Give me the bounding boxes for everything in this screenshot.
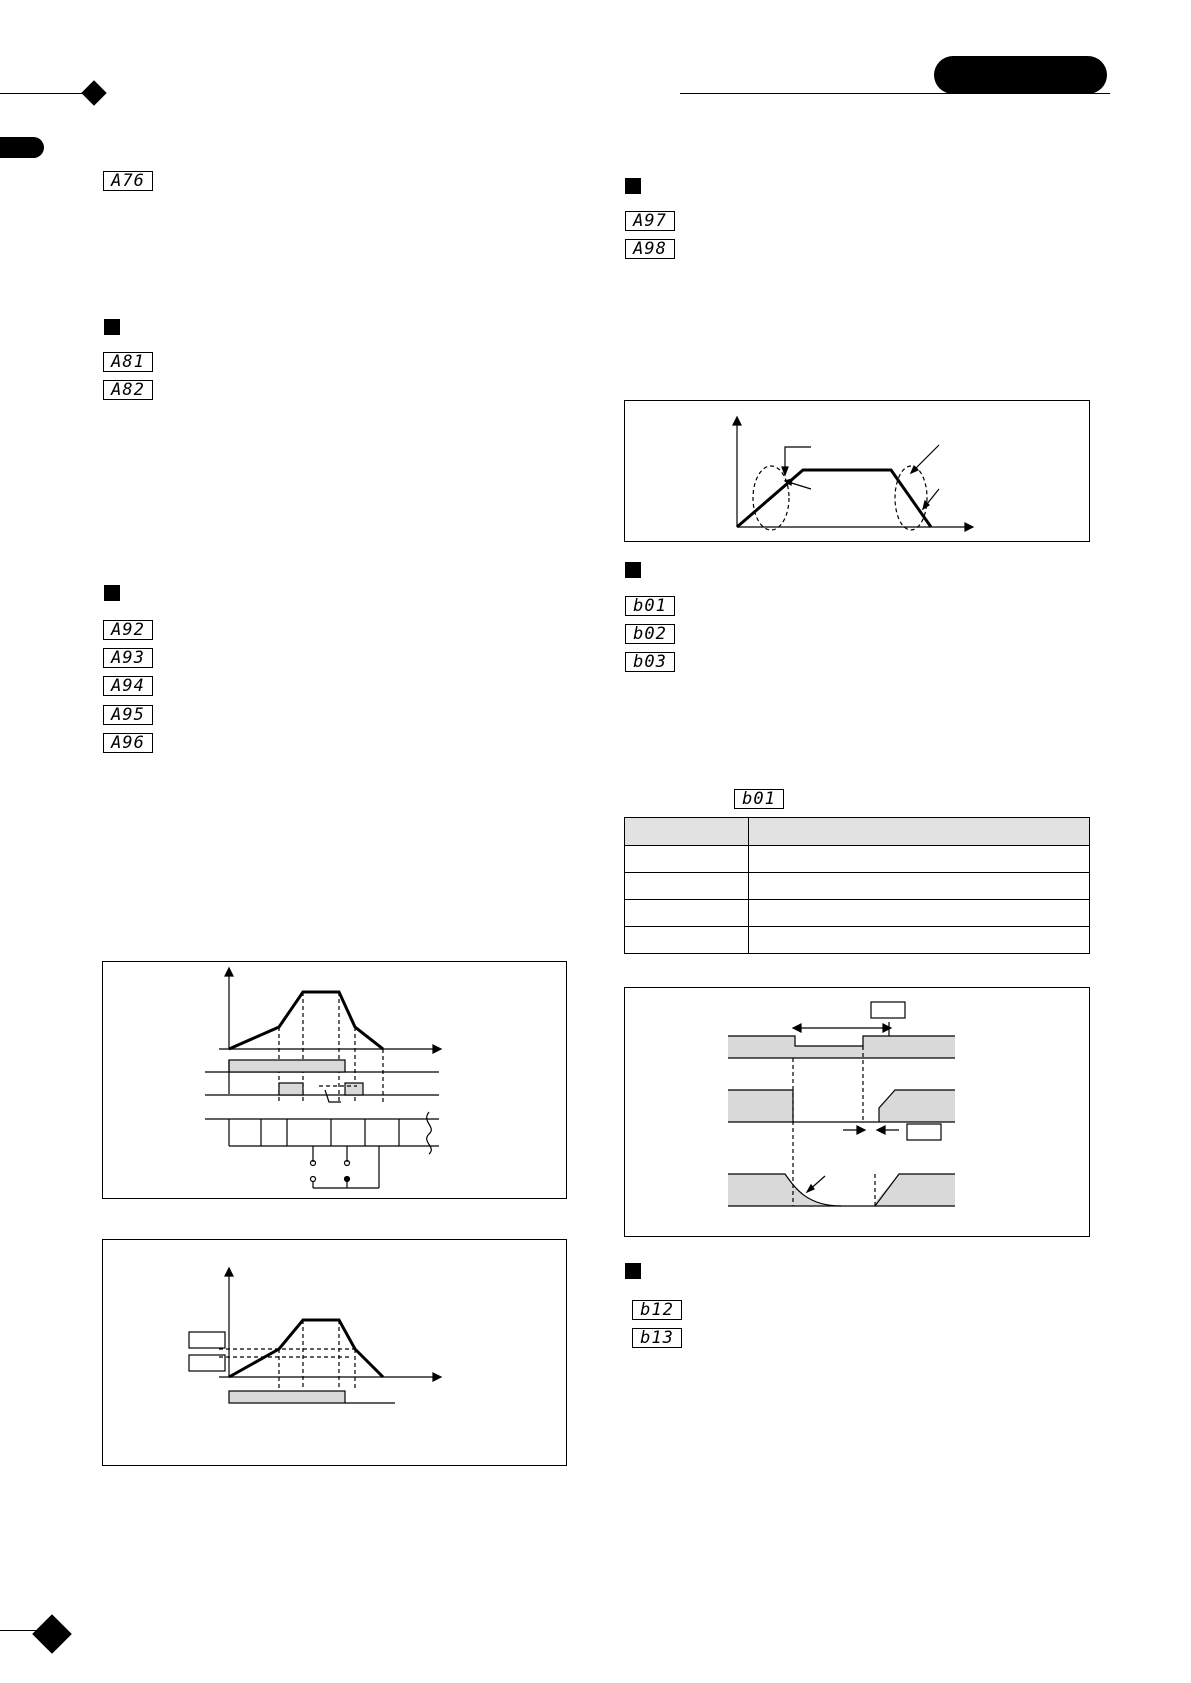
param-code-a81: A81 xyxy=(103,352,153,372)
param-code-a76: A76 xyxy=(103,171,153,191)
restart-mode-table xyxy=(624,817,1090,954)
table-row xyxy=(625,927,1090,954)
table-cell xyxy=(625,900,749,927)
section-bullet-restart xyxy=(625,562,641,578)
param-code-a82: A82 xyxy=(103,380,153,400)
param-code-a96: A96 xyxy=(103,733,153,753)
section-bullet-curve xyxy=(625,178,641,194)
figure-accel2-terminal-drawing xyxy=(103,962,566,1198)
header-diamond-marker xyxy=(81,80,106,105)
param-code-a92: A92 xyxy=(103,620,153,640)
figure-accel2-frequency-drawing xyxy=(103,1240,566,1465)
param-code-a93: A93 xyxy=(103,648,153,668)
param-code-b02: b02 xyxy=(625,624,675,644)
figure-restart-timing-drawing xyxy=(625,988,1089,1236)
figure-accel2-terminal xyxy=(102,961,567,1199)
table-cell xyxy=(749,846,1090,873)
figure-restart-timing xyxy=(624,987,1090,1237)
param-code-a97: A97 xyxy=(625,211,675,231)
table-header-description xyxy=(749,818,1090,846)
table-cell xyxy=(625,873,749,900)
param-code-a94: A94 xyxy=(103,676,153,696)
param-code-a98: A98 xyxy=(625,239,675,259)
param-code-b01: b01 xyxy=(625,596,675,616)
table-cell xyxy=(749,873,1090,900)
figure-accel2-frequency xyxy=(102,1239,567,1466)
param-code-b12: b12 xyxy=(632,1300,682,1320)
table-cell xyxy=(749,927,1090,954)
figure-accel-curve xyxy=(624,400,1090,542)
table-param-code-b01: b01 xyxy=(734,789,784,809)
table-cell xyxy=(625,846,749,873)
param-code-a95: A95 xyxy=(103,705,153,725)
table-row xyxy=(625,900,1090,927)
param-code-b03: b03 xyxy=(625,652,675,672)
table-header-code xyxy=(625,818,749,846)
param-code-b13: b13 xyxy=(632,1328,682,1348)
header-rule-left xyxy=(0,93,92,94)
table-cell xyxy=(749,900,1090,927)
footer-diamond-marker xyxy=(32,1614,72,1654)
table-row xyxy=(625,873,1090,900)
section-bullet-accel2 xyxy=(104,585,120,601)
table-header-row xyxy=(625,818,1090,846)
section-bullet-thermal xyxy=(625,1263,641,1279)
header-tab xyxy=(934,56,1107,94)
side-tab xyxy=(0,137,44,158)
figure-accel-curve-drawing xyxy=(625,401,1089,541)
section-bullet-analog xyxy=(104,319,120,335)
table-cell xyxy=(625,927,749,954)
table-row xyxy=(625,846,1090,873)
